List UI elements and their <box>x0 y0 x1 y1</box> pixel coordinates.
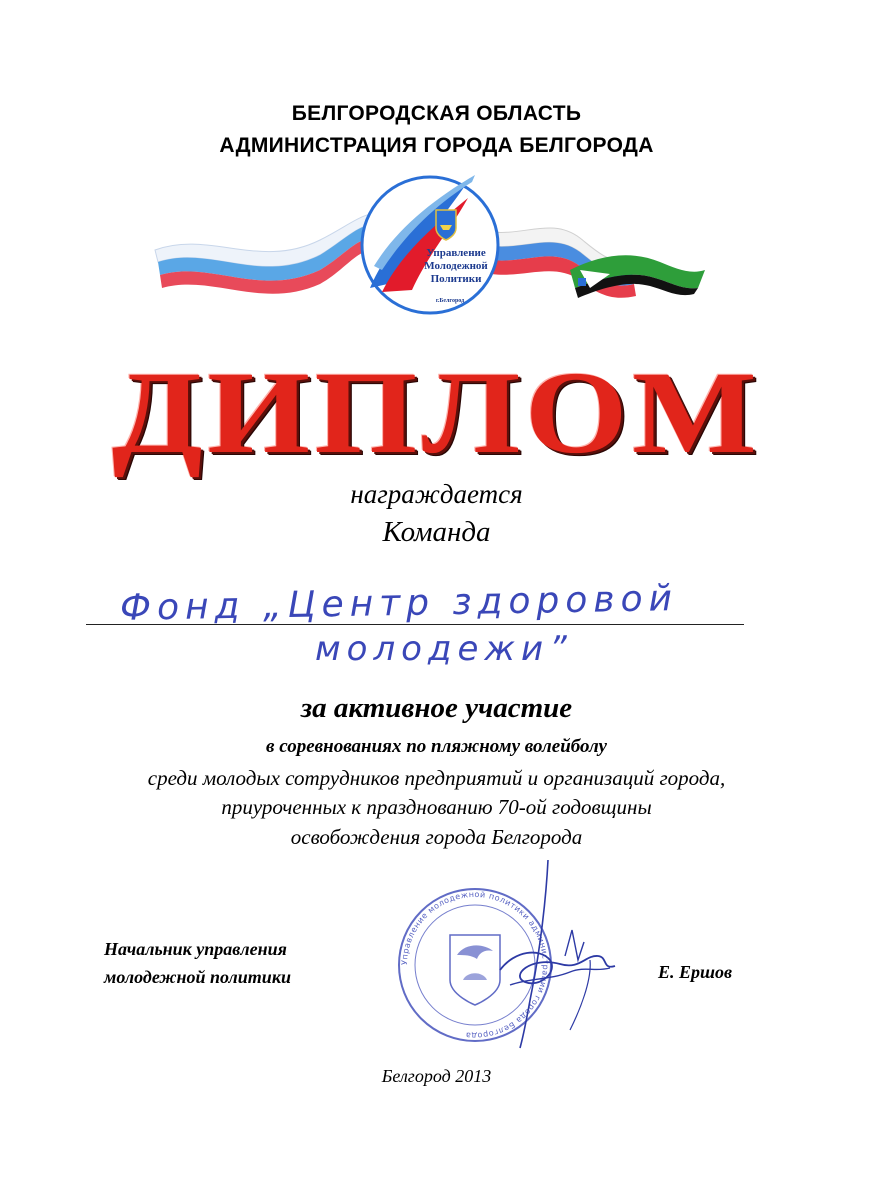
emblem-line1: Управление <box>426 247 486 259</box>
emblem-city: г.Белгород <box>435 298 465 304</box>
place-and-year: Белгород 2013 <box>381 1066 492 1086</box>
team-label: Команда <box>382 516 491 548</box>
emblem-line3: Политики <box>430 273 482 285</box>
signature <box>470 860 630 1050</box>
awarded-label: награждается <box>350 479 523 509</box>
handwritten-team-name-line2: молодежи” <box>315 629 573 669</box>
signatory-name: Е. Ершов <box>658 962 733 982</box>
stamp-text: Управление молодежной политики администрации города Белгорода <box>399 889 551 1041</box>
signatory-position-line1: Начальник управления <box>104 939 287 959</box>
administration-heading: АДМИНИСТРАЦИЯ ГОРОДА БЕЛГОРОДА <box>219 134 654 157</box>
diploma-title: ДИПЛОМ <box>111 347 762 478</box>
description-line-2: приуроченных к празднованию 70-ой годовщины <box>221 795 652 819</box>
description-line-1: среди молодых сотрудников предприятий и организаций города, <box>147 766 726 790</box>
emblem-line2: Молодежной <box>424 260 488 272</box>
region-heading: БЕЛГОРОДСКАЯ ОБЛАСТЬ <box>291 102 582 125</box>
signatory-position <box>104 935 291 991</box>
handwritten-team-name-line1: Фонд „Центр здоровой <box>119 578 679 629</box>
youth-policy-emblem <box>150 170 710 320</box>
competition-name: в соревнованиях по пляжному волейболу <box>266 736 607 757</box>
award-reason: за активное участие <box>300 692 573 724</box>
name-underline <box>86 624 744 625</box>
description-line-3: освобождения города Белгорода <box>290 825 583 849</box>
signatory-position-line2: молодежной политики <box>104 967 291 987</box>
